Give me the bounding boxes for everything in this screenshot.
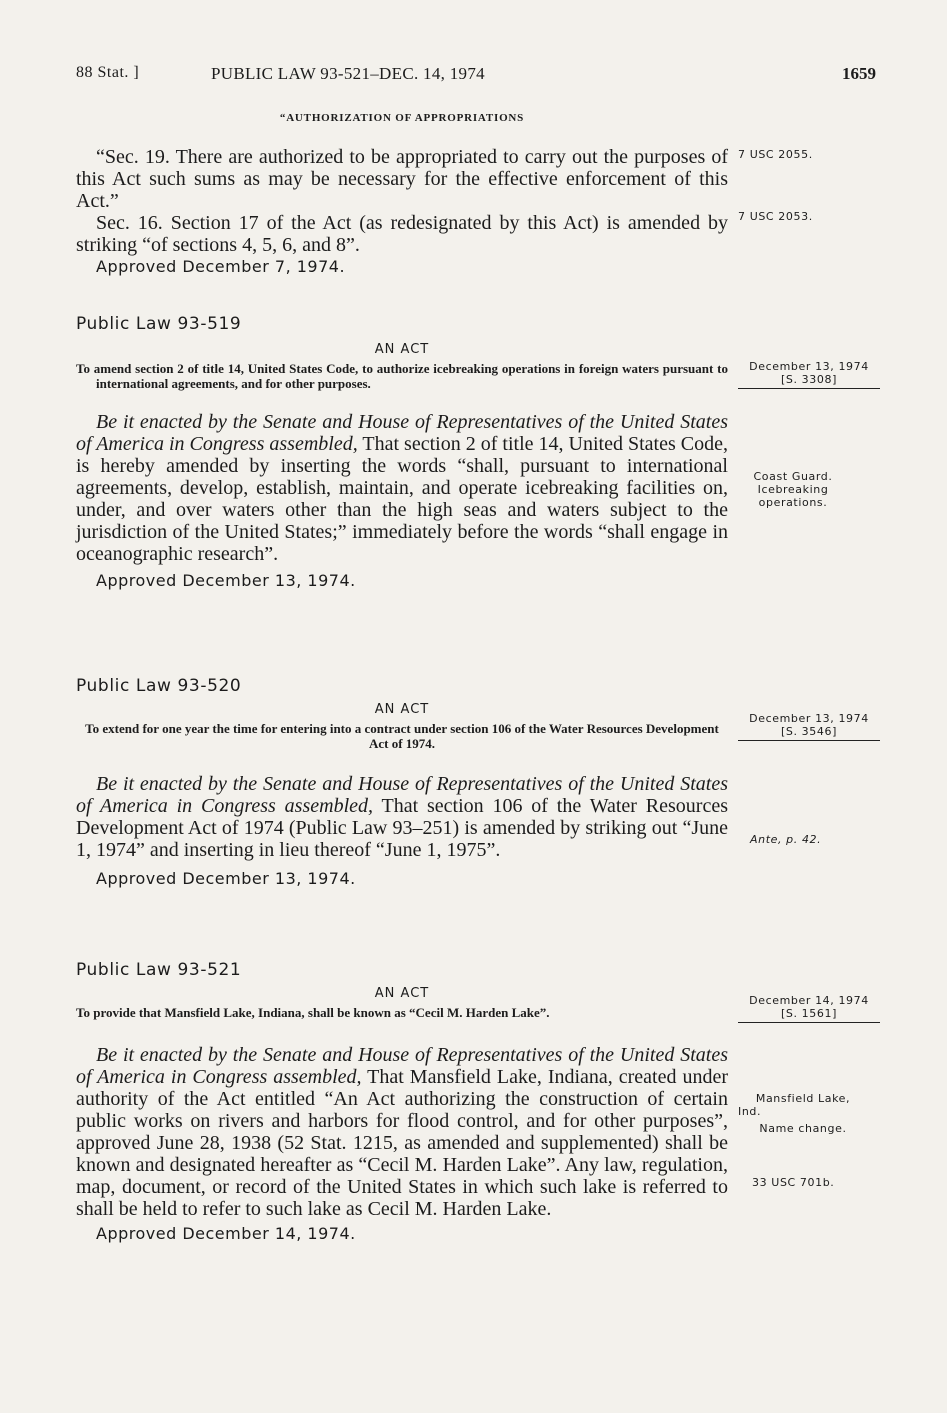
page-number: 1659: [842, 64, 876, 83]
law-title: Public Law 93-520: [76, 676, 242, 696]
an-act-label: AN ACT: [374, 986, 430, 1001]
public-law-93-520: [76, 676, 728, 888]
enacting-clause: Be it enacted by the Senate and House of Representatives of the United States of America in Congress assembled,: [76, 773, 728, 817]
divider: [738, 1022, 880, 1023]
law-body: [76, 1044, 728, 1220]
margin-note-coast-guard: [738, 470, 848, 509]
page-header: [76, 64, 876, 88]
margin-note-7usc2053: 7 USC 2053.: [738, 210, 813, 223]
enacting-clause: Be it enacted by the Senate and House of Representatives of the United States of America in Congress assembled,: [76, 1044, 728, 1088]
margin-note-mansfield: [738, 1092, 868, 1135]
margin-text: Mansfield Lake,: [755, 1092, 851, 1105]
law-text: That Mansfield Lake, Indiana, created under authority of the Act entitled “An Act authorizing the construction of certain public works on rivers and harbors for flood control, and for other purposes”, approved June 28, 1938 (52 Stat. 1215, as amended and supplemented) shall be known and designated hereafter as “Cecil M. Harden Lake”. Any law, regulation, map, document, or record of the United States in which such lake is referred to shall be held to refer to such lake as Cecil M. Harden Lake.: [76, 1066, 728, 1220]
approved-date: Approved December 13, 1974.: [96, 571, 356, 590]
sec16-text: Sec. 16. Section 17 of the Act (as redesignated by this Act) is amended by striking “of sections 4, 5, 6, and 8”.: [76, 212, 728, 256]
enacting-clause: Be it enacted by the Senate and House of Representatives of the United States of America in Congress assembled,: [76, 411, 728, 455]
margin-note-ante: Ante, p. 42.: [750, 833, 822, 846]
margin-text: operations.: [758, 496, 828, 509]
margin-text: Ind.: [738, 1105, 762, 1118]
an-act-label: AN ACT: [374, 702, 430, 717]
law-purpose: To extend for one year the time for entering into a contract under section 106 of the Water Resources Development Act of 1974.: [85, 721, 719, 751]
bill-reference-s3308: [738, 360, 880, 389]
public-law-93-519: [76, 314, 728, 590]
law-body: [76, 411, 728, 565]
margin-text: Icebreaking: [757, 483, 829, 496]
law-text: That section 106 of the Water Resources Development Act of 1974 (Public Law 93–251) is amended by striking out “June 1, 1974” and inserting in lieu thereof “June 1, 1975”.: [76, 795, 728, 861]
sec19-paragraph: [76, 146, 728, 212]
bill-number: [S. 1561]: [781, 1007, 837, 1020]
section-heading: “AUTHORIZATION OF APPROPRIATIONS: [279, 112, 525, 124]
divider: [738, 740, 880, 741]
law-purpose: To amend section 2 of title 14, United States Code, to authorize icebreaking operations in foreign waters pursuant to international agreements, and for other purposes.: [76, 361, 728, 391]
bill-number: [S. 3308]: [781, 373, 837, 386]
margin-text: Coast Guard.: [753, 470, 833, 483]
law-title: Public Law 93-521: [76, 960, 242, 980]
enactment-date: December 13, 1974: [749, 360, 869, 373]
margin-text: Name change.: [759, 1122, 847, 1135]
margin-note-33usc701b: 33 USC 701b.: [752, 1176, 835, 1189]
public-law-93-521: [76, 960, 728, 1243]
approved-1-block: [76, 257, 728, 276]
bill-reference-s1561: [738, 994, 880, 1023]
enactment-date: December 13, 1974: [749, 712, 869, 725]
divider: [738, 388, 880, 389]
sec19-text: “Sec. 19. There are authorized to be appropriated to carry out the purposes of this Act such sums as may be necessary for the effective enforcement of this Act.”: [76, 146, 728, 212]
an-act-label: AN ACT: [374, 342, 430, 357]
approved-date: Approved December 13, 1974.: [96, 869, 356, 888]
margin-note-7usc2055: 7 USC 2055.: [738, 148, 813, 161]
approved-date: Approved December 14, 1974.: [96, 1224, 356, 1243]
enactment-date: December 14, 1974: [749, 994, 869, 1007]
bill-number: [S. 3546]: [781, 725, 837, 738]
sec16-paragraph: [76, 212, 728, 256]
law-title: Public Law 93-519: [76, 314, 242, 334]
appropriations-section: [76, 112, 728, 124]
approved-date: Approved December 7, 1974.: [96, 257, 346, 276]
running-head: PUBLIC LAW 93-521–DEC. 14, 1974: [211, 64, 485, 83]
law-text: That section 2 of title 14, United States Code, is hereby amended by inserting the words “shall, pursuant to international agreements, develop, establish, maintain, and operate icebreaking facilities on, under, and over waters other than the high seas and waters subject to the jurisdiction of the United States;” immediately before the words “shall engage in oceanographic research”.: [76, 433, 728, 565]
statute-volume: 88 Stat. ]: [76, 64, 140, 81]
bill-reference-s3546: [738, 712, 880, 741]
law-purpose: To provide that Mansfield Lake, Indiana, shall be known as “Cecil M. Harden Lake”.: [76, 1005, 550, 1020]
law-body: [76, 773, 728, 861]
